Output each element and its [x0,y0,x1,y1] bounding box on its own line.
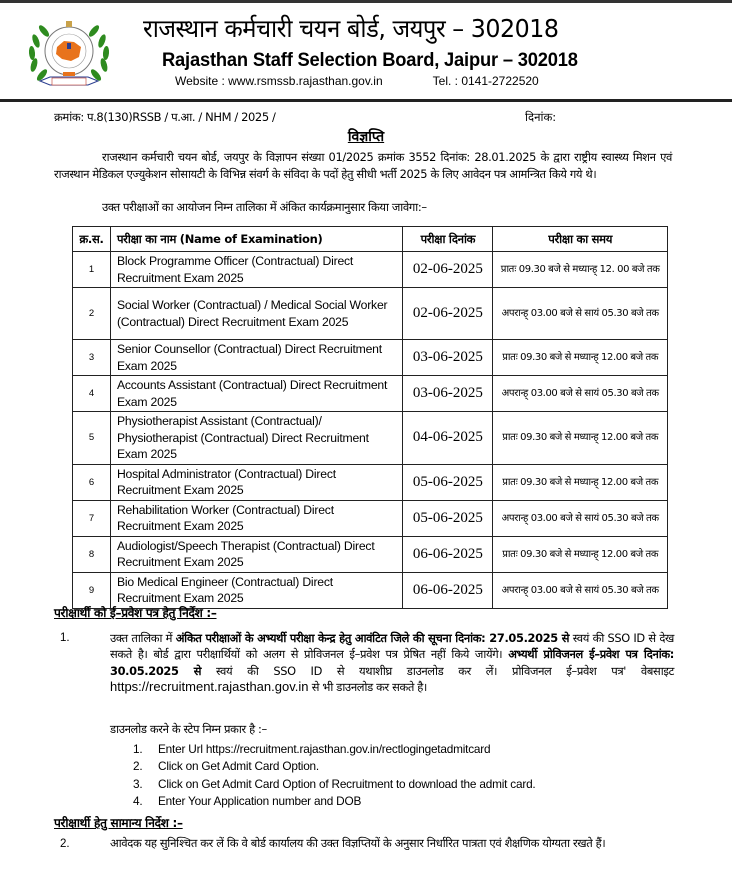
table-row [73,572,668,608]
recruitment-website-link[interactable]: https://recruitment.rajasthan.gov.in [110,679,309,695]
general-instructions-heading: परीक्षार्थी हेतु सामान्य निर्देश :– [54,816,183,830]
header-sn: क्र.स. [73,227,111,252]
board-title-hindi: राजस्थान कर्मचारी चयन बोर्ड, जयपुर – 302018 [143,14,559,43]
admit-card-instructions-text [110,630,674,696]
text-segment: स्वयं की SSO ID से यथाशीघ्र डाउनलोड कर लें। प्रोविजनल ई–प्रवेश पत्र' वेबसाइट [201,663,674,678]
list-item [133,793,536,810]
row-exam-time: अपरान्ह् 03.00 बजे से सायं 05.30 बजे तक [493,376,668,412]
table-row [73,536,668,572]
telephone-text: Tel. : 0141-2722520 [432,74,539,88]
rsmssb-emblem-icon [24,11,114,93]
row-exam-date: 03-06-2025 [403,340,493,376]
row-exam-date: 05-06-2025 [403,464,493,500]
board-title-english: Rajasthan Staff Selection Board, Jaipur – 302018 [162,49,578,71]
row-exam-name: Accounts Assistant (Contractual) Direct Recruitment Exam 2025 [110,376,403,412]
row-sn: 4 [73,376,111,412]
table-row [73,500,668,536]
website-text: Website : www.rsmssb.rajasthan.gov.in [175,74,383,88]
header-exam-name: परीक्षा का नाम (Name of Examination) [110,227,403,252]
row-exam-name: Senior Counsellor (Contractual) Direct Recruitment Exam 2025 [110,340,403,376]
download-steps-intro: डाउनलोड करने के स्टेप निम्न प्रकार है :– [110,722,267,736]
row-sn: 5 [73,412,111,465]
row-exam-time: प्रातः 09.30 बजे से मध्यान्ह् 12.00 बजे तक [493,340,668,376]
table-row [73,340,668,376]
row-sn: 9 [73,572,111,608]
step-text: Click on Get Admit Card Option of Recruitment to download the admit card. [158,776,536,791]
step-number: 3. [133,776,143,791]
table-row [73,252,668,288]
schedule-line: उक्त परीक्षाओं का आयोजन निम्न तालिका में अंकित कार्यक्रमानुसार किया जावेगा:– [102,200,427,214]
admit-card-date: अभ्यर्थी प्रोविजनल ई–प्रवेश पत्र दिनांक: 30.05.2025 से [110,647,674,678]
step-number: 2. [133,759,143,774]
row-sn: 8 [73,536,111,572]
header-exam-time: परीक्षा का समय [493,227,668,252]
row-sn: 7 [73,500,111,536]
table-row [73,376,668,412]
district-info-date: अंकित परीक्षाओं के अभ्यर्थी परीक्षा केन्द्र हेतु आवंटित जिले की सूचना दिनांक: 27.05.2025 से [175,631,570,645]
row-exam-name: Rehabilitation Worker (Contractual) Direct Recruitment Exam 2025 [110,500,403,536]
row-exam-name: Physiotherapist Assistant (Contractual)/ Physiotherapist (Contractual) Direct Recruitment Exam 2025 [110,412,403,465]
item-number: 1. [60,632,70,644]
row-sn: 3 [73,340,111,376]
admit-card-instructions-heading: परीक्षार्थी को ई–प्रवेश पत्र हेतु निर्देश :– [54,606,217,620]
exam-schedule-table [72,226,668,609]
list-item [133,758,536,775]
row-exam-date: 02-06-2025 [403,288,493,340]
row-exam-date: 05-06-2025 [403,500,493,536]
text-segment: से भी डाउनलोड कर सकते है। [308,680,427,695]
step-text: Enter Url https://recruitment.rajasthan.gov.in/rectlogingetadmitcard [158,742,491,756]
row-exam-name: Social Worker (Contractual) / Medical Social Worker (Contractual) Direct Recruitment Exam 2025 [110,288,403,340]
step-number: 4. [133,794,143,809]
row-exam-name: Bio Medical Engineer (Contractual) Direct Recruitment Exam 2025 [110,572,403,608]
download-steps-list [133,741,536,811]
text-segment: स्वयं की SSO ID से देख सकते है। बोर्ड द्वारा परीक्षार्थियों को अलग से प्रोविजनल ई–प्रवेश पत्र प्रेषित नहीं किये जायेंगे। [110,631,675,662]
table-row [73,288,668,340]
row-exam-date: 06-06-2025 [403,536,493,572]
row-exam-name: Hospital Administrator (Contractual) Direct Recruitment Exam 2025 [110,464,403,500]
list-item [133,776,536,793]
table-header-row [73,227,668,252]
table-row [73,464,668,500]
header-exam-date: परीक्षा दिनांक [403,227,493,252]
notice-intro: राजस्थान कर्मचारी चयन बोर्ड, जयपुर के विज्ञापन संख्या 01/2025 क्रमांक 3552 दिनांक: 28.01.2025 के द्वारा राष्ट्रीय स्वास्थ्य मिशन एवं राजस्थान मेडिकल एज्युकेशन सोसायटी के विभिन्न संवर्ग के संविदा के पदों हेतु सीधी भर्ती 2025 के लिए आवेदन पत्र आमन्त्रित किये गये थे। [54,150,672,181]
row-exam-time: अपरान्ह् 03.00 बजे से सायं 05.30 बजे तक [493,572,668,608]
row-exam-time: प्रातः 09.30 बजे से मध्यान्ह् 12.00 बजे तक [493,412,668,465]
reference-number: क्रमांक: प.8(130)RSSB / प.आ. / NHM / 2025 / [54,110,276,124]
table-row [73,412,668,465]
row-sn: 6 [73,464,111,500]
list-item [133,741,536,758]
row-exam-time: प्रातः 09.30 बजे से मध्यान्ह् 12.00 बजे तक [493,536,668,572]
item-number: 2. [60,838,70,850]
notice-heading: विज्ञप्ति [347,129,385,145]
row-exam-date: 03-06-2025 [403,376,493,412]
row-exam-time: अपरान्ह् 03.00 बजे से सायं 05.30 बजे तक [493,288,668,340]
row-exam-time: प्रातः 09.30 बजे से मध्यान्ह् 12.00 बजे तक [493,464,668,500]
general-instructions-text: आवेदक यह सुनिश्चित कर लें कि वे बोर्ड कार्यालय की उक्त विज्ञप्तियों के अनुसार निर्धारित पात्रता एवं शैक्षणिक योग्यता रखते हैं। [110,836,606,850]
header-divider [0,99,732,102]
letterhead [0,3,732,91]
row-exam-name: Block Programme Officer (Contractual) Direct Recruitment Exam 2025 [110,252,403,288]
row-exam-date: 02-06-2025 [403,252,493,288]
row-exam-date: 04-06-2025 [403,412,493,465]
row-sn: 2 [73,288,111,340]
row-exam-date: 06-06-2025 [403,572,493,608]
contact-line [175,74,539,88]
step-text: Enter Your Application number and DOB [158,794,362,809]
step-text: Click on Get Admit Card Option. [158,759,319,774]
step-number: 1. [133,742,143,756]
text-segment: उक्त तालिका में [110,631,176,645]
row-exam-name: Audiologist/Speech Therapist (Contractual) Direct Recruitment Exam 2025 [110,536,403,572]
row-sn: 1 [73,252,111,288]
row-exam-time: प्रातः 09.30 बजे से मध्यान्ह् 12. 00 बजे तक [493,252,668,288]
row-exam-time: अपरान्ह् 03.00 बजे से सायं 05.30 बजे तक [493,500,668,536]
date-label: दिनांक: [525,110,557,124]
